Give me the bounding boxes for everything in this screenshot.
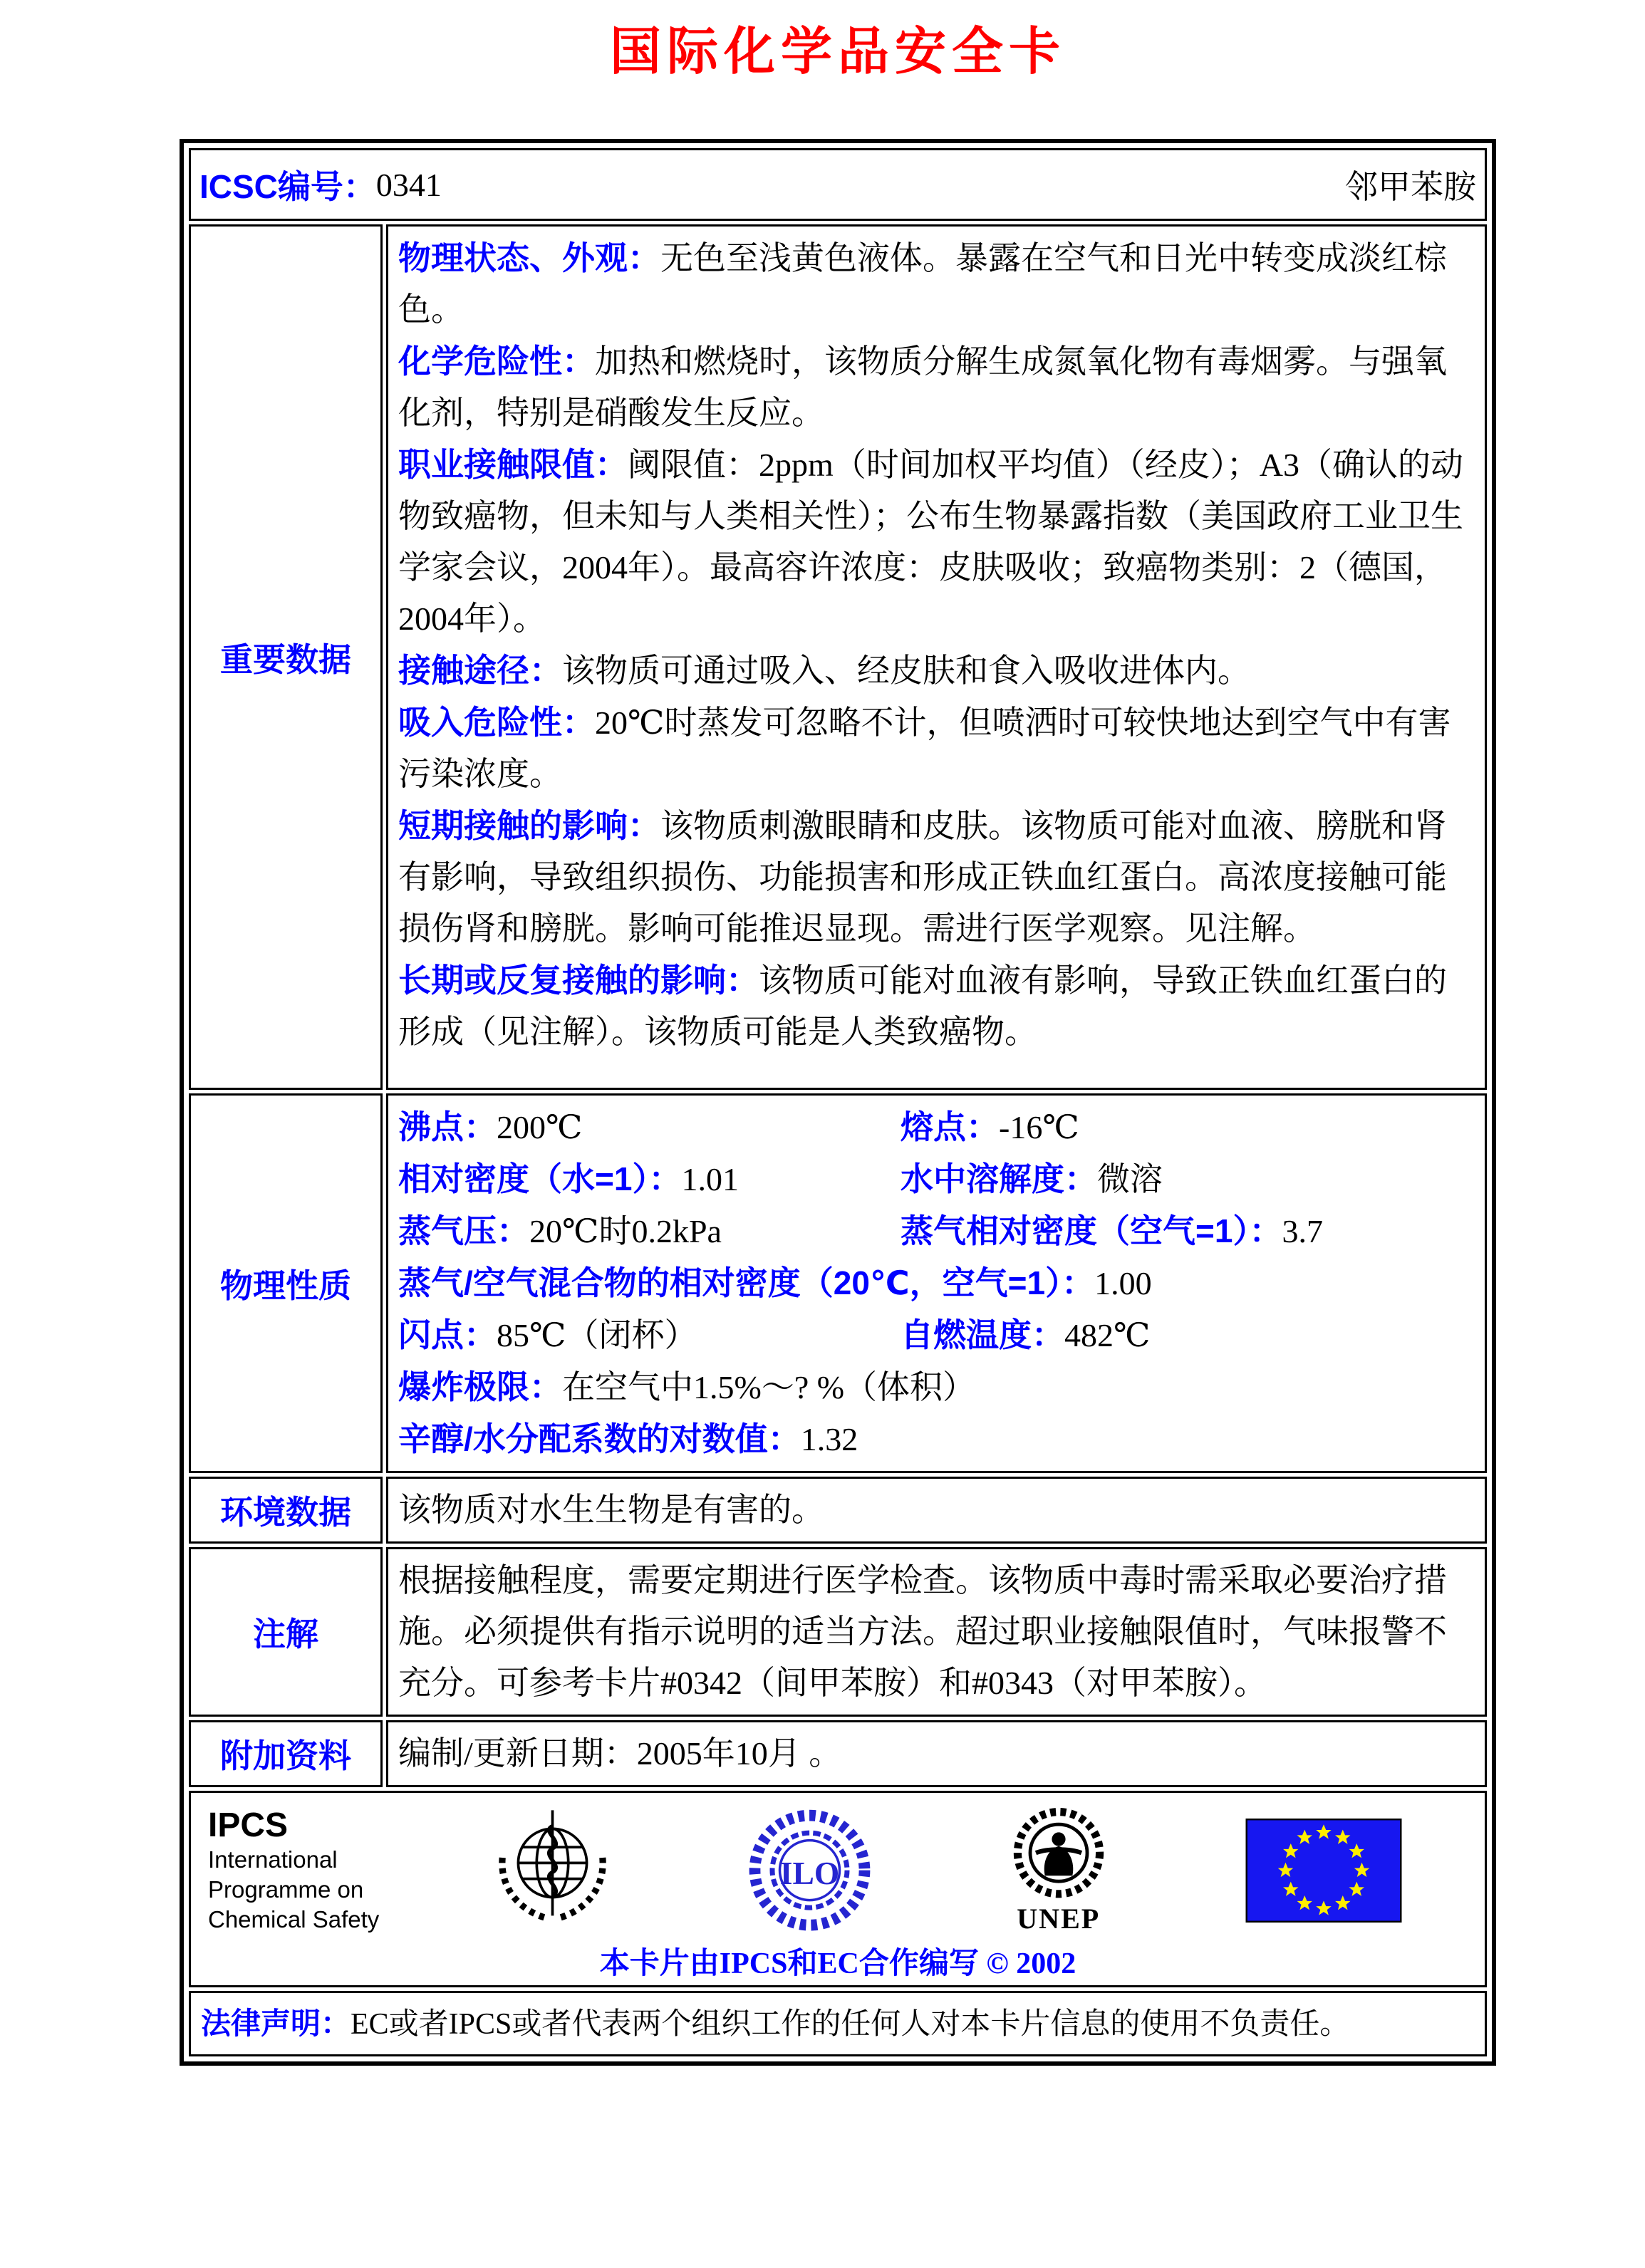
section-label-physical-properties — [189, 1093, 383, 1473]
item-text: 阈限值：2ppm（时间加权平均值）（经皮）；A3（确认的动物致癌物，但未知与人类相关性）；公布生物暴露指数（美国政府工业卫生学家会议，2004年）。最高容许浓度：皮肤吸收；致癌物类别：2（德国，2004年）。 — [398, 447, 1463, 637]
property-value: 200℃ — [497, 1109, 583, 1145]
property-label: 闪点： — [398, 1316, 497, 1353]
header-cell — [189, 148, 1487, 221]
section-label-important-data — [189, 224, 383, 1090]
ipcs-text-block — [208, 1806, 422, 1935]
notes-row — [189, 1547, 1487, 1717]
property-line — [398, 1413, 1475, 1465]
property-line — [398, 1257, 1475, 1309]
header-row — [189, 148, 1487, 221]
property-line — [398, 1205, 1475, 1257]
section-label-text: 注解 — [253, 1616, 318, 1653]
section-label-environment — [189, 1477, 383, 1544]
physical-properties-row — [189, 1093, 1487, 1473]
legal-text-line — [201, 2002, 1349, 2046]
notes-content — [386, 1547, 1487, 1717]
icsc-number-label: ICSC编号： — [199, 168, 376, 205]
property-value: 20℃时0.2kPa — [529, 1213, 722, 1249]
legal-row — [189, 1991, 1487, 2056]
svg-text:ILO: ILO — [780, 1854, 840, 1891]
property-pair — [901, 1309, 1150, 1361]
important-item — [398, 232, 1475, 335]
icsc-number-value: 0341 — [375, 166, 442, 203]
important-item — [398, 439, 1475, 645]
section-label-notes — [189, 1547, 383, 1717]
property-pair — [398, 1101, 901, 1153]
item-label: 物理状态、外观： — [398, 239, 660, 276]
property-pair — [398, 1309, 901, 1361]
item-label: 职业接触限值： — [398, 446, 628, 483]
environment-text: 该物质对水生生物是有害的。 — [398, 1492, 824, 1528]
property-value: 85℃（闭杯） — [497, 1317, 697, 1353]
physical-properties-content — [386, 1093, 1487, 1473]
legal-cell — [189, 1991, 1487, 2056]
ipcs-line: Programme on — [208, 1876, 364, 1903]
property-pair — [398, 1205, 901, 1257]
additional-info-row — [189, 1720, 1487, 1787]
chemical-name: 邻甲苯胺 — [1345, 169, 1476, 205]
ipcs-line: Chemical Safety — [208, 1906, 380, 1933]
property-value: 1.32 — [800, 1421, 858, 1457]
property-label: 辛醇/水分配系数的对数值： — [398, 1420, 801, 1457]
item-text: 该物质刺激眼睛和皮肤。该物质可能对血液、膀胱和肾有影响，导致组织损伤、功能损害和形成正铁血红蛋白。高浓度接触可能损伤肾和膀胱。影响可能推迟显现。需进行医学观察。见注解。 — [398, 808, 1447, 947]
property-label: 水中溶解度： — [901, 1160, 1097, 1197]
item-text: 无色至浅黄色液体。暴露在空气和日光中转变成淡红棕色。 — [398, 240, 1447, 328]
notes-text: 根据接触程度，需要定期进行医学检查。该物质中毒时需采取必要治疗措施。必须提供有指示说明的适当方法。超过职业接触限值时，气味报警不充分。可参考卡片#0342（间甲苯胺）和#0343（对甲苯胺）。 — [398, 1562, 1447, 1701]
section-label-text: 物理性质 — [220, 1266, 351, 1304]
property-value: 1.01 — [681, 1161, 739, 1197]
property-value: 微溶 — [1097, 1161, 1163, 1197]
section-label-additional-info — [189, 1720, 383, 1787]
item-label: 短期接触的影响： — [398, 807, 660, 844]
property-pair — [398, 1257, 1152, 1309]
important-data-content — [386, 224, 1487, 1090]
item-label: 吸入危险性： — [398, 704, 595, 741]
property-pair — [901, 1205, 1323, 1257]
copyright-text: © 2002 — [986, 1947, 1076, 1980]
item-label: 化学危险性： — [398, 343, 595, 380]
page-title: 国际化学品安全卡 — [609, 24, 1066, 80]
item-label: 接触途径： — [398, 652, 562, 689]
property-label: 自燃温度： — [901, 1316, 1064, 1353]
property-value: -16℃ — [999, 1109, 1079, 1145]
property-value: 1.00 — [1094, 1265, 1152, 1301]
ipcs-line: International — [208, 1846, 338, 1873]
logos-row — [189, 1791, 1487, 1987]
eu-flag-icon — [1245, 1819, 1403, 1923]
additional-info-text: 编制/更新日期：2005年10月 。 — [398, 1735, 842, 1772]
legal-label: 法律声明： — [201, 2006, 351, 2040]
logo-zone — [422, 1803, 1468, 1938]
footer-caption — [191, 1940, 1485, 1982]
property-line — [398, 1153, 1475, 1205]
property-value: 3.7 — [1282, 1213, 1323, 1249]
important-data-row — [189, 224, 1487, 1090]
property-label: 熔点： — [901, 1108, 999, 1145]
legal-text: EC或者IPCS或者代表两个组织工作的任何人对本卡片信息的使用不负责任。 — [351, 2007, 1350, 2041]
property-line — [398, 1309, 1475, 1361]
icsc-card — [180, 139, 1496, 2066]
item-text: 20℃时蒸发可忽略不计，但喷洒时可较快地达到空气中有害污染浓度。 — [398, 704, 1451, 792]
environment-row — [189, 1477, 1487, 1544]
section-label-text: 重要数据 — [220, 640, 351, 678]
logos-cell — [189, 1791, 1487, 1987]
property-label: 相对密度（水=1）： — [398, 1160, 682, 1197]
item-text: 加热和燃烧时，该物质分解生成氮氧化物有毒烟雾。与强氧化剂，特别是硝酸发生反应。 — [398, 343, 1447, 431]
property-label: 爆炸极限： — [398, 1368, 562, 1405]
important-item — [398, 645, 1475, 697]
important-item — [398, 954, 1475, 1058]
environment-content — [386, 1477, 1487, 1544]
unep-wordmark: UNEP — [1017, 1902, 1101, 1935]
property-value: 在空气中1.5%～? %（体积） — [562, 1369, 976, 1405]
property-line — [398, 1361, 1475, 1413]
property-label: 蒸气/空气混合物的相对密度（20℃，空气=1）： — [398, 1264, 1095, 1301]
item-text: 该物质可能对血液有影响，导致正铁血红蛋白的形成（见注解）。该物质可能是人类致癌物。 — [398, 962, 1447, 1050]
property-pair — [398, 1413, 858, 1465]
property-pair — [398, 1361, 975, 1413]
section-label-text: 附加资料 — [220, 1737, 351, 1774]
ilo-logo-icon — [747, 1805, 872, 1937]
property-pair — [901, 1153, 1163, 1205]
important-item — [398, 800, 1475, 954]
additional-info-content — [386, 1720, 1487, 1787]
ipcs-acronym: IPCS — [208, 1806, 289, 1844]
who-logo-icon — [487, 1805, 618, 1937]
property-line — [398, 1101, 1475, 1153]
important-item — [398, 335, 1475, 439]
property-label: 蒸气相对密度（空气=1）： — [901, 1212, 1282, 1249]
property-pair — [398, 1153, 901, 1205]
property-label: 蒸气压： — [398, 1212, 529, 1249]
unep-logo-icon — [1002, 1806, 1116, 1935]
important-item — [398, 697, 1475, 800]
property-label: 沸点： — [398, 1108, 497, 1145]
caption-text: 本卡片由IPCS和EC合作编写 — [599, 1947, 979, 1980]
section-label-text: 环境数据 — [220, 1494, 351, 1531]
property-value: 482℃ — [1064, 1317, 1151, 1353]
item-label: 长期或反复接触的影响： — [398, 962, 759, 999]
property-pair — [901, 1101, 1079, 1153]
item-text: 该物质可通过吸入、经皮肤和食入吸收进体内。 — [562, 652, 1250, 689]
